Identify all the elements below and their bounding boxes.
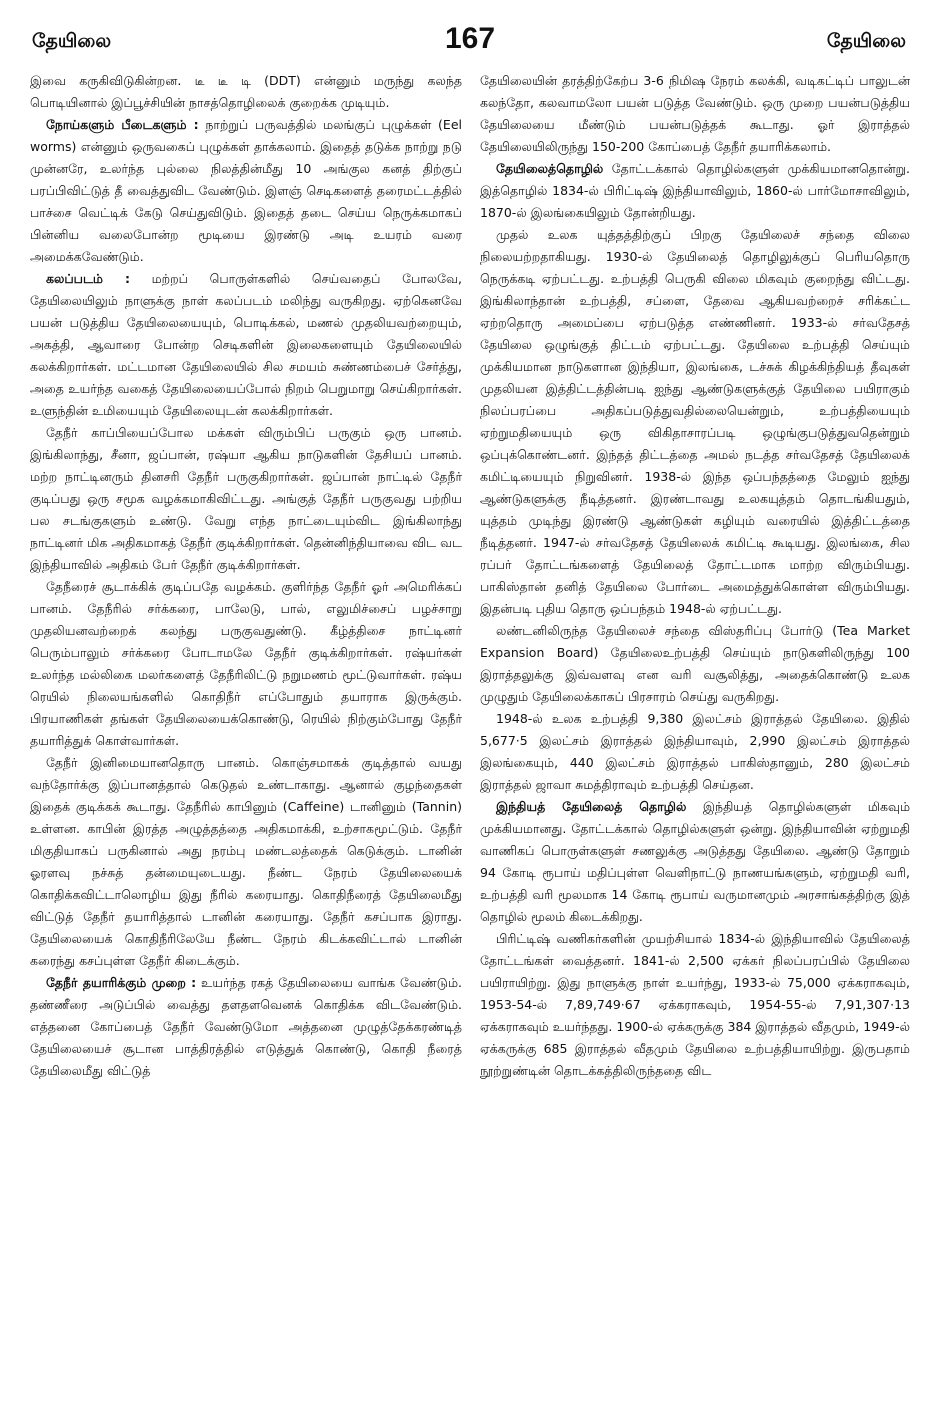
running-head-right: தேயிலை — [826, 30, 906, 52]
paragraph-text: தேநீர் இனிமையானதொரு பானம். கொஞ்சமாகக் குடித்தால் வயது வந்தோர்க்கு இப்பானத்தால் கெடுதல் உண்டாகாது. ஆனால் குழந்தைகள் இதைக் குடிக்கக் கூடாது. தேநீரில் காபினும் (Caffeine) டானினும் (Tannin) உள்ளன. காபின் இரத்த அழுத்தத்தை அதிகமாக்கி, உற்சாகமூட்டும். தேநீர் மிகுதியாகப் பருகினால் அது நரம்பு மண்டலத்தைக் கெடுக்கும். டானின் ஓரளவு நச்சுத் தன்மையுடையது. நீண்ட நேரம் தேயிலையைக் கொதிக்கவிட்டாலொழிய இது நீரில் கரையாது. கொதிநீரைத் தேயிலைமீது விட்டுத் தேநீர் தயாரித்தால் டானின் கரையாது. தேநீர் கசப்பாக இராது. தேயிலையைக் கொதிநீரிலேயே நீண்ட நேரம் கிடக்கவிட்டால் டானின் கரைந்து கசப்புள்ள தேநீர் கிடைக்கும். — [30, 755, 462, 968]
paragraph — [480, 928, 910, 1082]
paragraph — [30, 70, 462, 114]
paragraph — [30, 268, 462, 422]
paragraph — [30, 972, 462, 1082]
running-head-left: தேயிலை — [32, 30, 112, 52]
paragraph-lead: தேநீர் தயாரிக்கும் முறை : — [46, 975, 197, 990]
paragraph — [480, 70, 910, 158]
paragraph-lead: நோய்களும் பீடைகளும் : — [46, 117, 199, 132]
paragraph — [30, 752, 462, 972]
paragraph-text: பிரிட்டிஷ் வணிகர்களின் முயற்சியால் 1834-ல் இந்தியாவில் தேயிலைத் தோட்டங்கள் வைத்தனர். 1841-ல் 2,500 ஏக்கர் நிலப்பரப்பில் தேயிலை பயிராயிற்று. இது நாளுக்கு நாள் உயர்ந்து, 1933-ல் 75,000 ஏக்கராகவும், 1953-54-ல் 7,89,749·67 ஏக்கராகவும், 1954-55-ல் 7,91,307·13 ஏக்கராகவும் உயர்ந்தது. 1900-ல் ஏக்கருக்கு 384 இராத்தல் வீதமும், 1949-ல் ஏக்கருக்கு 685 இராத்தல் வீதமும் தேயிலை உற்பத்தியாயிற்று. இருபதாம் நூற்றுண்டின் தொடக்கத்திலிருந்ததை விட — [480, 931, 910, 1078]
paragraph-text: 1948-ல் உலக உற்பத்தி 9,380 இலட்சம் இராத்தல் தேயிலை. இதில் 5,677·5 இலட்சம் இராத்தல் இந்தியாவும், 2,990 இலட்சம் இராத்தல் இலங்கையும், 440 இலட்சம் இராத்தல் பாகிஸ்தானும், 280 இலட்சம் இராத்தல் ஜாவா சுமத்திராவும் உற்பத்தி செய்தன. — [480, 711, 910, 792]
paragraph — [480, 224, 910, 620]
paragraph-text: மற்றப் பொருள்களில் செய்வதைப் போலவே, தேயிலையிலும் நாளுக்கு நாள் கலப்படம் மலிந்து வருகிறது. ஏற்கெனவே பயன் படுத்திய தேயிலையையும், பொடிக்கல், மணல் முதலியவற்றையும், அகத்தி, ஆவாரை போன்ற செடிகளின் இலைகளையும் தேயிலையில் கலக்கிறார்கள். மட்டமான தேயிலையில் சில சமயம் சுண்ணம்பைச் சேர்த்து, அதை உயர்ந்த வகைத் தேயிலையைப்போல் நிறம் பெறுமாறு செய்கிறார்கள். உளுந்தின் உமியையும் தேயிலையுடன் கலக்கிறார்கள். — [30, 271, 462, 418]
paragraph-text: உயர்ந்த ரகத் தேயிலையை வாங்க வேண்டும். தண்ணீரை அடுப்பில் வைத்து தளதளவெனக் கொதிக்க விடவேண்டும். எத்தனை கோப்பைத் தேநீர் வேண்டுமோ அத்தனை முழுத்தேக்கரண்டித் தேயிலையைச் சூடான பாத்திரத்தில் எடுத்துக் கொண்டு, கொதி நீரைத் தேயிலைமீது விட்டுத் — [30, 975, 462, 1078]
paragraph-text: லண்டனிலிருந்த தேயிலைச் சந்தை விஸ்தரிப்பு போர்டு (Tea Market Expansion Board) தேயிலைஉற்பத்தி செய்யும் நாடுகளிலிருந்து 100 இராத்தலுக்கு இவ்வளவு என வரி வசூலித்து, அதைக்கொண்டு உலக முழுதும் தேயிலைக்காகப் பிரசாரம் செய்து வருகிறது. — [480, 623, 910, 704]
paragraph — [480, 620, 910, 708]
page-number: 167 — [444, 22, 496, 55]
left-column — [30, 70, 462, 1415]
paragraph — [480, 708, 910, 796]
paragraph — [30, 576, 462, 752]
paragraph-text: தேயிலையின் தரத்திற்கேற்ப 3-6 நிமிஷ நேரம் கலக்கி, வடிகட்டிப் பாலுடன் கலந்தோ, கலவாமலோ பயன் படுத்த வேண்டும். ஒரு முறை பயன்படுத்திய தேயிலையை மீண்டும் பயன்படுத்தக் கூடாது. ஓர் இராத்தல் தேயிலையிலிருந்து 150-200 கோப்பைத் தேநீர் தயாரிக்கலாம். — [480, 73, 910, 154]
paragraph — [480, 158, 910, 224]
paragraph-lead: தேயிலைத்தொழில் — [496, 161, 604, 176]
right-column — [480, 70, 910, 1415]
paragraph-text: தேநீர் காப்பியைப்போல மக்கள் விரும்பிப் பருகும் ஒரு பானம். இங்கிலாந்து, சீனா, ஜப்பான், ரஷ்யா ஆகிய நாடுகளின் தேசியப் பானம். மற்ற நாட்டினரும் தினசரி தேநீர் பருகுகிறார்கள். ஜப்பான் நாட்டில் தேநீர் குடிப்பது ஒரு சமூக வழக்கமாகிவிட்டது. அங்குத் தேநீர் பருகுவது பற்றிய பல சடங்குகளும் உண்டு. வேறு எந்த நாட்டையும்விட இங்கிலாந்து நாட்டினர் மிக அதிகமாகத் தேநீர் குடிக்கிறார்கள். தென்னிந்தியாவை விட வட இந்தியாவில் அதிகம் பேர் தேநீர் குடிக்கிறார்கள். — [30, 425, 462, 572]
paragraph-text: தோட்டக்கால் தொழில்களுள் முக்கியமானதொன்று. இத்தொழில் 1834-ல் பிரிட்டிஷ் இந்தியாவிலும், 1860-ல் பார்மோசாவிலும், 1870-ல் இலங்கையிலும் தோன்றியது. — [480, 161, 910, 220]
paragraph-lead: கலப்படம் : — [46, 271, 130, 286]
paragraph-text: தேநீரைச் சூடாக்கிக் குடிப்பதே வழக்கம். குளிர்ந்த தேநீர் ஓர் அமெரிக்கப் பானம். தேநீரில் சர்க்கரை, பாலேடு, பால், எலுமிச்சைப் பழச்சாறு முதலியனவற்றைக் கலந்து பருகுவதுண்டு. கீழ்த்திசை நாட்டினர் பெரும்பாலும் சர்க்கரை போடாமலே தேநீர் குடிக்கிறார்கள். ரஷ்யர்கள் உலர்ந்த மல்லிகை மலர்களைத் தேநீரிலிட்டு நறுமணம் மூட்டுவார்கள். ரஷ்ய ரெயில் நிலையங்களில் கொதிநீர் எப்போதும் தயாராக இருக்கும். பிரயாணிகள் தங்கள் தேயிலையைக்கொண்டு, ரெயில் நிற்கும்போது தேநீர் தயாரித்துக் கொள்வார்கள். — [30, 579, 462, 748]
paragraph-text: இவை கருகிவிடுகின்றன. டீ டீ டி (DDT) என்னும் மருந்து கலந்த பொடியினால் இப்பூச்சியின் நாசத்தொழிலைக் குறைக்க முடியும். — [30, 73, 462, 110]
paragraph — [480, 796, 910, 928]
paragraph-text: முதல் உலக யுத்தத்திற்குப் பிறகு தேயிலைச் சந்தை விலை நிலையற்றதாகியது. 1930-ல் தேயிலைத் தொழிலுக்குப் பெரியதொரு நெருக்கடி ஏற்பட்டது. உற்பத்தி பெருகி விலை மிகவும் குறைந்து விட்டது. இங்கிலாந்தான் உற்பத்தி, சப்ளை, தேவை ஆகியவற்றைச் சரிக்கட்ட ஏற்றதொரு அமைப்பை ஏற்படுத்த எண்ணினர். 1933-ல் சர்வதேசத் தேயிலை ஒழுங்குத் திட்டம் ஏற்பட்டது. தேயிலை உற்பத்தி செய்யும் முக்கியமான நாடுகளான இந்தியா, இலங்கை, டச்சுக் கிழக்கிந்தியத் தீவுகள் முதலியன இத்திட்டத்தின்படி ஐந்து ஆண்டுகளுக்குத் தேயிலை பயிராகும் நிலப்பரப்பை அதிகப்படுத்துவதில்லையென்றும், உற்பத்தியையும் ஏற்றுமதியையும் ஒரு விகிதாசாரப்படி ஒழுங்குபடுத்துவதென்றும் ஒப்புக்கொண்டனர். இந்தத் திட்டத்தை அமல் நடத்த சர்வதேசத் தேயிலைக் கமிட்டியையும் நிறுவினர். 1938-ல் இந்த ஒப்பந்தத்தை மேலும் ஐந்து ஆண்டுகளுக்கு நீடித்தனர். இரண்டாவது உலகயுத்தம் தொடங்கியதும், யுத்தம் முடிந்து இரண்டு ஆண்டுகள் கழியும் வரையில் இத்திட்டத்தை நீடித்தனர். 1947-ல் சர்வதேசத் தேயிலைக் கமிட்டி கூடியது. இலங்கை, சில ரப்பர் தோட்டங்களைத் தேயிலைத் தோட்டமாக மாற்ற விரும்பியது. பாகிஸ்தான் தனித் தேயிலை போர்டை அமைத்துக்கொள்ள விரும்பியது. இதன்படி புதிய தொரு ஒப்பந்தம் 1948-ல் ஏற்பட்டது. — [480, 227, 910, 616]
paragraph-text: நாற்றுப் பருவத்தில் மலங்குப் புழுக்கள் (Eel worms) என்னும் ஒருவகைப் புழுக்கள் தாக்கலாம். இதைத் தடுக்க நாற்று நடு முன்னரே, உலர்ந்த புல்லை நிலத்தின்மீது 10 அங்குல கனத் திற்குப் பரப்பிவிட்டுத் தீ வைத்துவிட வேண்டும். இளஞ் செடிகளைத் தரைமட்டத்தில் பாச்சை வெட்டிக் கேடு செய்துவிடும். இதைத் தடை செய்ய நெருக்கமாகப் பின்னிய வலைபோன்ற மூடியை இரண்டு அடி உயரம் வரை அமைக்கவேண்டும். — [30, 117, 462, 264]
paragraph — [30, 422, 462, 576]
paragraph-lead: இந்தியத் தேயிலைத் தொழில் — [496, 799, 687, 814]
paragraph-text: இந்தியத் தொழில்களுள் மிகவும் முக்கியமானது. தோட்டக்கால் தொழில்களுள் ஒன்று. இந்தியாவின் ஏற்றுமதி வாணிகப் பொருள்களுள் சணலுக்கு அடுத்தது தேயிலை. ஆண்டு தோறும் 94 கோடி ரூபாய் மதிப்புள்ள வெளிநாட்டு நாணயங்களும், ஏற்றுமதி வரி, உற்பத்தி வரி மூலமாக 14 கோடி ரூபாய் வருமானமும் அரசாங்கத்திற்கு இத் தொழில் மூலம் கிடைக்கிறது. — [480, 799, 910, 924]
paragraph — [30, 114, 462, 268]
